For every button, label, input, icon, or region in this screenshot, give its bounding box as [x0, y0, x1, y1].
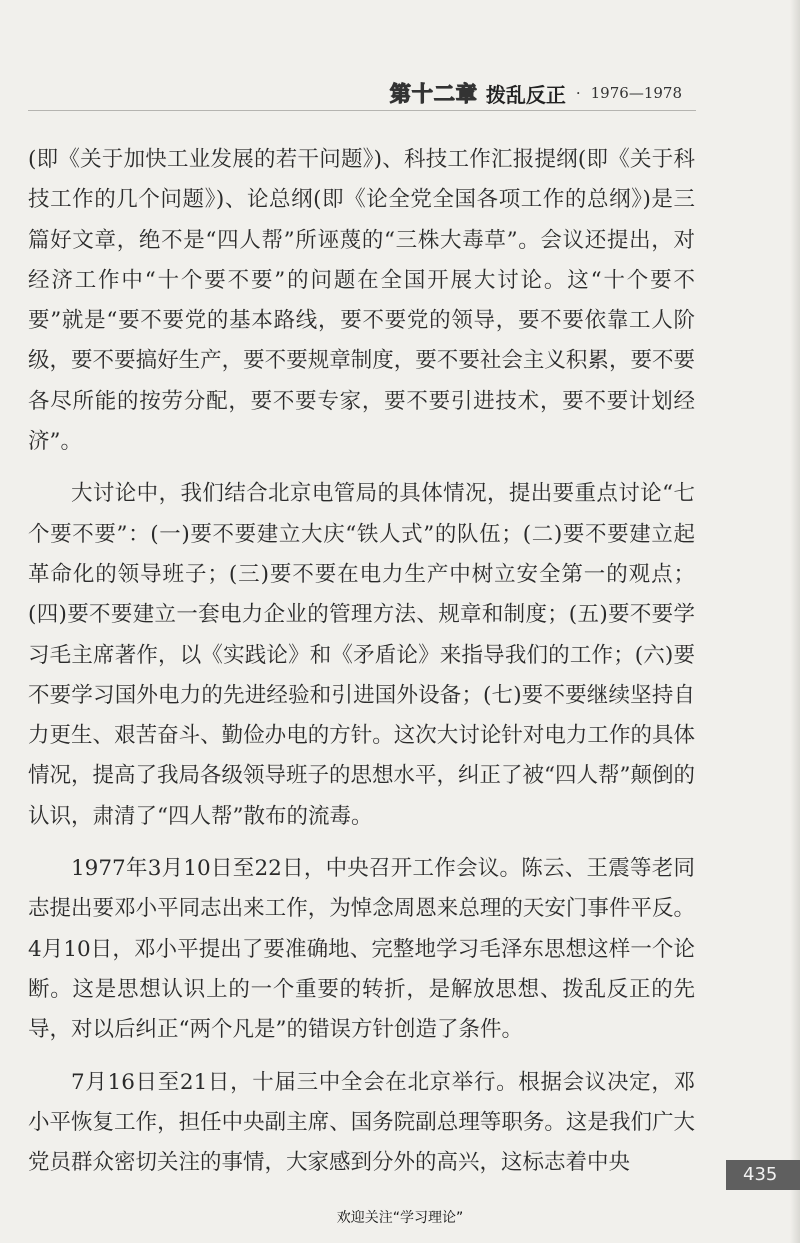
header-divider [28, 110, 696, 111]
paragraph: 大讨论中，我们结合北京电管局的具体情况，提出要重点讨论“七个要不要”：(一)要不要建立大庆“铁人式”的队伍；(二)要不要建立起革命化的领导班子；(三)要不要在电力生产中树立安全第一的观点；(四)要不要建立一套电力企业的管理方法、规章和制度；(五)要不要学习毛主席著作，以《实践论》和《矛盾论》来指导我们的工作；(六)要不要学习国外电力的先进经验和引进国外设备；(七)要不要继续坚持自力更生、艰苦奋斗、勤俭办电的方针。这次大讨论针对电力工作的具体情况，提高了我局各级领导班子的思想水平，纠正了被“四人帮”颠倒的认识，肃清了“四人帮”散布的流毒。 [28, 481, 695, 829]
body-text [28, 140, 695, 1183]
footer-note: 欢迎关注“学习理论” [336, 1210, 464, 1226]
paragraph: 1977年3月10日至22日，中央召开工作会议。陈云、王震等老同志提出要邓小平同志出来工作，为悼念周恩来总理的天安门事件平反。4月10日，邓小平提出了要准确地、完整地学习毛泽东思想这样一个论断。这是思想认识上的一个重要的转折，是解放思想、拨乱反正的先导，对以后纠正“两个凡是”的错误方针创造了条件。 [28, 856, 695, 1043]
separator-dot: · [575, 84, 581, 102]
paragraph: 7月16日至21日，十届三中全会在北京举行。根据会议决定，邓小平恢复工作，担任中央副主席、国务院副总理等职务。这是我们广大党员群众密切关注的事情，大家感到分外的高兴，这标志着中央 [28, 1069, 695, 1176]
paragraph-continued: (即《关于加快工业发展的若干问题》)、科技工作汇报提纲(即《关于科技工作的几个问题》)、论总纲(即《论全党全国各项工作的总纲》)是三篇好文章，绝不是“四人帮”所诬蔑的“三株大毒草”。会议还提出，对经济工作中“十个要不要”的问题在全国开展大讨论。这“十个要不要”就是“要不要党的基本路线，要不要党的领导，要不要依靠工人阶级，要不要搞好生产，要不要规章制度，要不要社会主义积累，要不要各尽所能的按劳分配，要不要专家，要不要引进技术，要不要计划经济”。 [28, 147, 695, 455]
chapter-label: 第十二章 [389, 82, 478, 106]
page-edge [790, 0, 800, 1243]
section-title: 拨乱反正 [485, 82, 566, 107]
page-number: 435 [743, 1164, 778, 1185]
year-range: 1976—1978 [590, 84, 682, 102]
running-header [390, 78, 682, 108]
